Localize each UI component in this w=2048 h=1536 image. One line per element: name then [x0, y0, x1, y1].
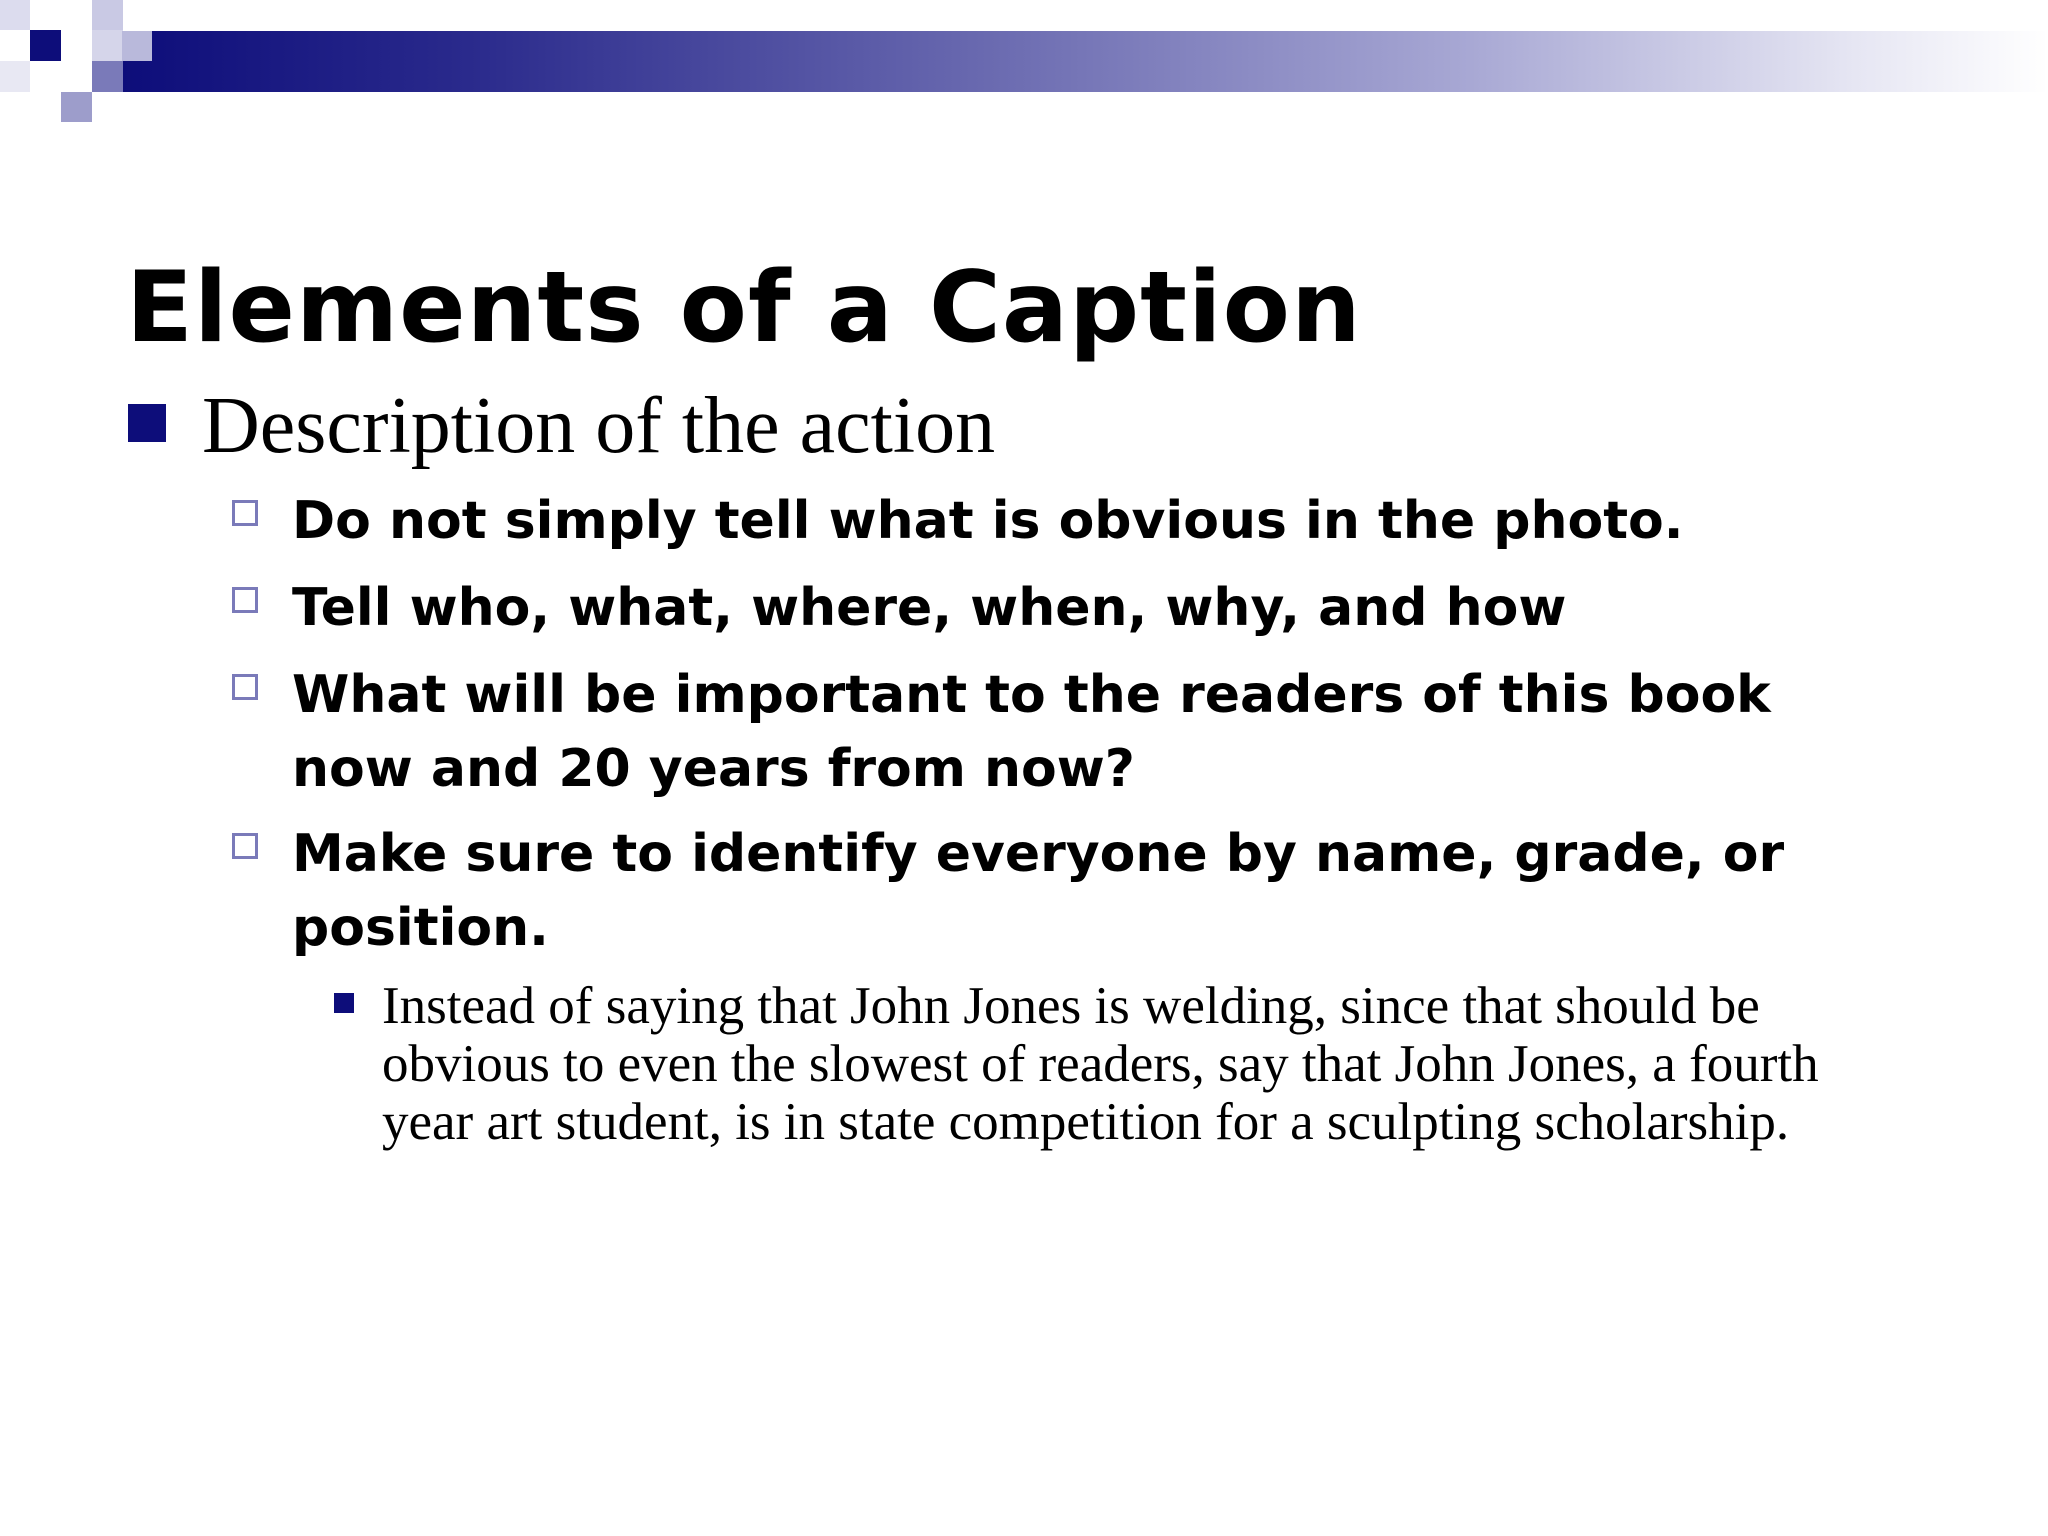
- bullet-level3-text: Instead of saying that John Jones is welding, since that should be obvious to even the slowest of readers, say that John Jones, a fourth year art student, is in state competition for a sculpting scholarship.: [382, 977, 1819, 1151]
- header-gradient-band: [122, 31, 2048, 92]
- hollow-square-icon: [232, 833, 258, 859]
- small-filled-square-icon: [334, 993, 354, 1013]
- decorative-square: [30, 30, 61, 61]
- decorative-square: [0, 61, 30, 92]
- hollow-square-icon: [232, 500, 258, 526]
- hollow-square-icon: [232, 674, 258, 700]
- decorative-square: [92, 30, 123, 61]
- decorative-square: [92, 0, 123, 30]
- bullet-level2-text: Tell who, what, where, when, why, and how: [292, 578, 1567, 638]
- decorative-square: [92, 61, 123, 92]
- bullet-level2-text: Do not simply tell what is obvious in the photo.: [292, 491, 1684, 551]
- decorative-square: [122, 31, 152, 61]
- bullet-level2-text: Make sure to identify everyone by name, grade, or position.: [292, 824, 1785, 958]
- decorative-square: [0, 0, 30, 30]
- decorative-square: [61, 92, 92, 122]
- bullet-level2-text: What will be important to the readers of this book now and 20 years from now?: [292, 665, 1771, 799]
- slide-title: Elements of a Caption: [126, 251, 1362, 365]
- hollow-square-icon: [232, 587, 258, 613]
- bullet-level1-text: Description of the action: [202, 382, 996, 470]
- filled-square-icon: [128, 404, 166, 442]
